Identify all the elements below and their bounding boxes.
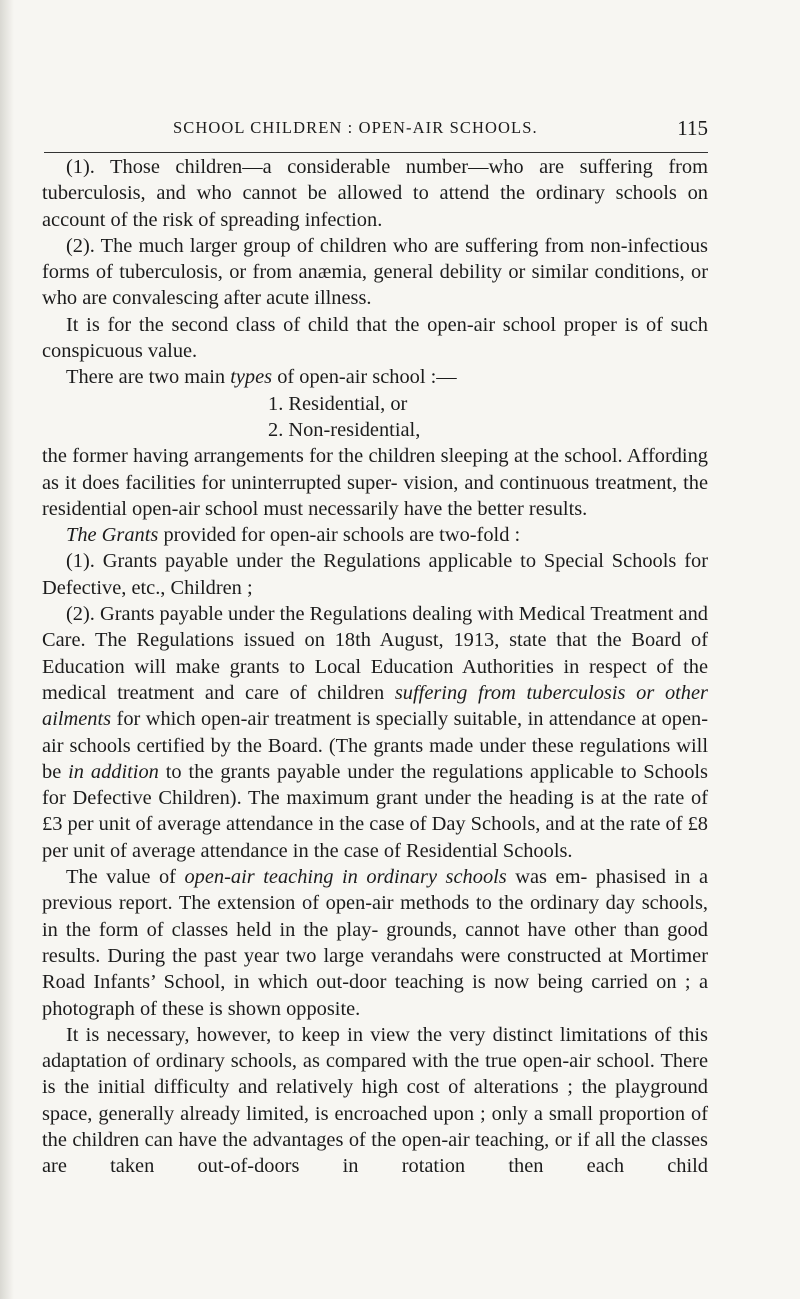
grant-two-text-a: (2). Grants payable under the Regulations dealing with Medical Treatment and Care. The Regulations issued on 18th August, 1913, state that the Board of Education will make grants to Local Education Authorities in respect of the medical treatment and care of children xyxy=(42,603,708,704)
grant-two-emphasis-ailments: suffering from tuberculosis or other ailments xyxy=(42,681,708,731)
grant-two-emphasis-addition: in addition xyxy=(68,760,159,783)
page-header xyxy=(173,118,708,148)
teaching-emphasis: open-air teaching in ordinary schools xyxy=(184,866,507,889)
page-edge-shadow xyxy=(0,0,14,1299)
paragraph-residential-results: the former having arrangements for the children sleeping at the school. Affording as it does facilities for uninterrupted super- vision, and continuous treatment, the residential open-air school must necessarily have the better results. xyxy=(42,445,708,520)
paragraph-grant-one: (1). Grants payable under the Regulations applicable to Special Schools for Defective, etc., Children ; xyxy=(42,550,708,599)
grant-two-text-c: to the grants payable under the regulations applicable to Schools for Defective Children). The maximum grant under the heading is at the rate of £3 per unit of average attendance in the case of Day Schools, and at the rate of £8 per unit of average attendance in the case of Residential Schools. xyxy=(42,760,708,862)
paragraph-class-one: (1). Those children—a considerable number—who are suffering from tuberculosis, and who cannot be allowed to attend the ordinary schools on account of the risk of spreading infection. xyxy=(42,156,708,231)
list-item-residential: 1. Residential, or xyxy=(268,392,408,415)
types-emphasis: types xyxy=(230,366,273,389)
teaching-text-b: was em- phasised in a previous report. The extension of open-air methods to the ordinary day schools, in the form of classes held in the play- grounds, cannot have other than good results. During the past year two large verandahs were constructed at Mortimer Road Infants’ School, in which out-door teaching is now being carried on ; a photograph of these is shown opposite. xyxy=(42,866,708,1020)
paragraph-grant-two xyxy=(42,601,708,864)
paragraph-second-class-value: It is for the second class of child that the open-air school proper is of such conspicuous value. xyxy=(42,313,708,363)
paragraph-types-intro xyxy=(42,364,708,390)
running-head: SCHOOL CHILDREN : OPEN-AIR SCHOOLS. xyxy=(173,118,538,137)
list-item-non-residential: 2. Non-residential, xyxy=(268,418,421,441)
paragraph-grants-intro xyxy=(42,522,708,548)
grants-intro-tail: provided for open-air schools are two-fold : xyxy=(158,524,521,547)
grants-emphasis: The Grants xyxy=(66,524,159,547)
grant-two-text-b: for which open-air treatment is specially suitable, in attendance at open-air schools certified by the Board. (The grants made under these regulations will be xyxy=(42,708,708,783)
paragraph-class-two: (2). The much larger group of children who are suffering from non-infectious forms of tuberculosis, or from anæmia, general debility or similar conditions, or who are convalescing after acute illness. xyxy=(42,234,708,310)
body-text xyxy=(42,154,708,1180)
page-number: 115 xyxy=(677,116,708,140)
teaching-text-a: The value of xyxy=(66,866,185,889)
types-intro-tail: of open-air school :— xyxy=(272,366,457,389)
paragraph-open-air-teaching xyxy=(42,864,708,1022)
types-intro-text: There are two main xyxy=(66,366,231,389)
header-rule xyxy=(44,152,708,153)
paragraph-limitations: It is necessary, however, to keep in view the very distinct limitations of this adaptation of ordinary schools, as compared with the true open-air school. There is the initial difficulty and relatively high cost of alterations ; the playground space, generally already limited, is encroached upon ; only a small proportion of the children can have the advantages of the open-air teaching, or if all the classes are taken out-of-doors in rotation then each child xyxy=(42,1023,708,1178)
